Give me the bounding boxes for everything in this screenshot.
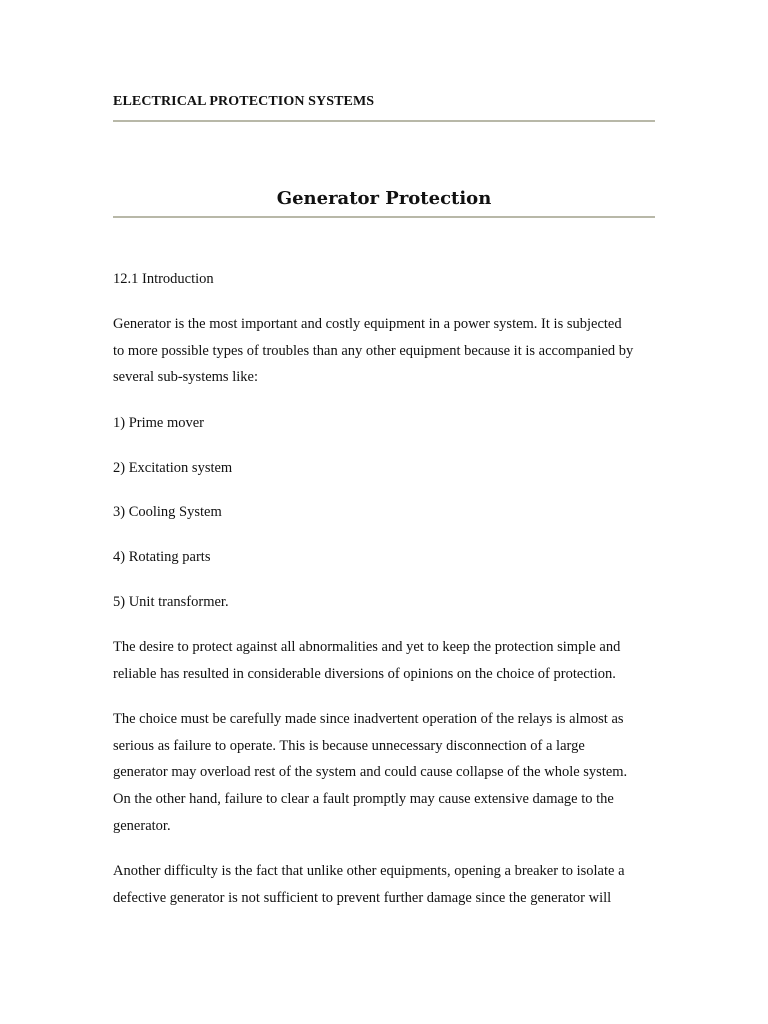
title-divider [113, 216, 655, 218]
paragraph-line: generator may overload rest of the system and could cause collapse of the whole system. [113, 764, 628, 781]
paragraph-line: serious as failure to operate. This is because unnecessary disconnection of a large [113, 737, 585, 754]
list-item: 3) Cooling System [113, 504, 222, 520]
paragraph-line: generator. [113, 817, 171, 834]
list-item: 5) Unit transformer. [113, 594, 229, 610]
paragraph-line: Another difficulty is the fact that unlike other equipments, opening a breaker to isolate a [113, 863, 625, 879]
paragraph-line: The choice must be carefully made since inadvertent operation of the relays is almost as [113, 711, 624, 727]
paragraph-desire [113, 634, 658, 687]
running-header: ELECTRICAL PROTECTION SYSTEMS [113, 94, 375, 109]
paragraph-line: several sub-systems like: [113, 369, 258, 386]
list-item: 2) Excitation system [113, 460, 233, 476]
paragraph-choice [113, 706, 658, 840]
header-divider [113, 120, 655, 122]
paragraph-line: to more possible types of troubles than any other equipment because it is accompanied by [113, 342, 634, 359]
paragraph-line: reliable has resulted in considerable diversions of opinions on the choice of protection. [113, 665, 616, 682]
list-item: 1) Prime mover [113, 415, 205, 431]
section-heading: 12.1 Introduction [113, 271, 214, 287]
page-title: Generator Protection [276, 188, 492, 209]
list-item: 4) Rotating parts [113, 549, 211, 565]
paragraph-line: defective generator is not sufficient to prevent further damage since the generator will [113, 889, 612, 906]
paragraph-line: The desire to protect against all abnormalities and yet to keep the protection simple and [113, 639, 621, 655]
paragraph-difficulty [113, 858, 658, 911]
paragraph-line: On the other hand, failure to clear a fault promptly may cause extensive damage to the [113, 791, 614, 808]
paragraph-intro [113, 311, 658, 391]
paragraph-line: Generator is the most important and costly equipment in a power system. It is subjected [113, 316, 622, 332]
